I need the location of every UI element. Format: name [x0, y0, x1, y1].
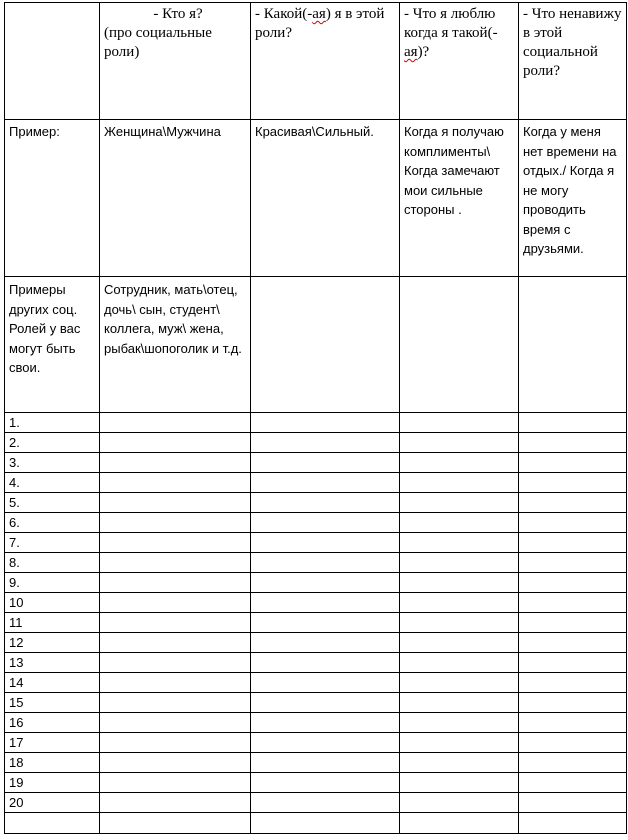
empty-cell[interactable]: [400, 593, 519, 613]
empty-cell[interactable]: [100, 513, 251, 533]
empty-cell[interactable]: [400, 673, 519, 693]
empty-cell[interactable]: [251, 753, 400, 773]
empty-cell[interactable]: [251, 693, 400, 713]
empty-cell[interactable]: [100, 653, 251, 673]
empty-cell[interactable]: [400, 513, 519, 533]
header-row: [5, 3, 627, 120]
table-row: [5, 533, 627, 553]
empty-cell[interactable]: [519, 673, 627, 693]
spellcheck-underline: ая: [312, 6, 326, 22]
table-row: [5, 693, 627, 713]
empty-cell[interactable]: [400, 713, 519, 733]
empty-cell[interactable]: [519, 753, 627, 773]
empty-cell[interactable]: [400, 493, 519, 513]
empty-cell[interactable]: [519, 433, 627, 453]
row-number: 19: [5, 773, 100, 793]
table-row: [5, 813, 627, 834]
row-number: 13: [5, 653, 100, 673]
empty-cell[interactable]: [251, 533, 400, 553]
row-number: 5.: [5, 493, 100, 513]
empty-cell[interactable]: [519, 653, 627, 673]
empty-cell[interactable]: [251, 613, 400, 633]
empty-cell[interactable]: [400, 533, 519, 553]
empty-cell[interactable]: [100, 713, 251, 733]
empty-cell[interactable]: [400, 613, 519, 633]
empty-cell[interactable]: [251, 277, 400, 413]
row-number: 15: [5, 693, 100, 713]
header-who-am-i: [100, 3, 251, 120]
empty-cell[interactable]: [519, 773, 627, 793]
empty-cell[interactable]: [519, 813, 627, 834]
empty-cell[interactable]: [519, 277, 627, 413]
empty-cell[interactable]: [400, 413, 519, 433]
empty-cell[interactable]: [400, 773, 519, 793]
table-row: [5, 733, 627, 753]
table-row: [5, 453, 627, 473]
empty-cell[interactable]: [100, 453, 251, 473]
empty-cell[interactable]: [5, 813, 100, 834]
table-row: [5, 753, 627, 773]
empty-cell[interactable]: [100, 793, 251, 813]
empty-cell[interactable]: [100, 733, 251, 753]
table-row: [5, 473, 627, 493]
empty-cell[interactable]: [519, 793, 627, 813]
empty-cell[interactable]: [519, 533, 627, 553]
header-empty-cell: [5, 3, 100, 120]
empty-cell[interactable]: [251, 713, 400, 733]
empty-cell[interactable]: [100, 753, 251, 773]
example-hate: Когда у меня нет времени на отдых./ Когда я не могу проводить время с друзьями.: [519, 120, 627, 277]
empty-cell[interactable]: [400, 793, 519, 813]
table-row: [5, 793, 627, 813]
empty-cell[interactable]: [251, 633, 400, 653]
header-what-am-i: - Какой(-ая) я в этой роли?: [251, 3, 400, 120]
row-number: 2.: [5, 433, 100, 453]
empty-cell[interactable]: [100, 553, 251, 573]
empty-cell[interactable]: [100, 773, 251, 793]
table-row: [5, 673, 627, 693]
empty-cell[interactable]: [251, 813, 400, 834]
empty-cell[interactable]: [100, 593, 251, 613]
table-row: [5, 613, 627, 633]
empty-cell[interactable]: [519, 693, 627, 713]
empty-cell[interactable]: [400, 633, 519, 653]
row-number: 10: [5, 593, 100, 613]
empty-cell[interactable]: [251, 733, 400, 753]
empty-cell[interactable]: [519, 473, 627, 493]
empty-cell[interactable]: [251, 593, 400, 613]
empty-cell[interactable]: [251, 453, 400, 473]
row-number: 9.: [5, 573, 100, 593]
empty-cell[interactable]: [100, 693, 251, 713]
empty-cell[interactable]: [100, 633, 251, 653]
empty-cell[interactable]: [251, 653, 400, 673]
empty-cell[interactable]: [519, 613, 627, 633]
empty-cell[interactable]: [100, 473, 251, 493]
empty-cell[interactable]: [400, 277, 519, 413]
empty-cell[interactable]: [400, 573, 519, 593]
spellcheck-underline: ая: [404, 44, 418, 60]
example-label: Пример:: [5, 120, 100, 277]
row-number: 20: [5, 793, 100, 813]
empty-cell[interactable]: [251, 773, 400, 793]
empty-cell[interactable]: [400, 653, 519, 673]
empty-cell[interactable]: [100, 493, 251, 513]
empty-cell[interactable]: [251, 673, 400, 693]
row-number: 12: [5, 633, 100, 653]
roles-examples: Сотрудник, мать\отец, дочь\ сын, студент\ коллега, муж\ жена, рыбак\шопоголик и т.д.: [100, 277, 251, 413]
row-number: 4.: [5, 473, 100, 493]
table-row: [5, 593, 627, 613]
empty-cell[interactable]: [251, 473, 400, 493]
row-number: 3.: [5, 453, 100, 473]
row-number: 17: [5, 733, 100, 753]
header-what-i-love: - Что я люблю когда я такой(-ая)?: [400, 3, 519, 120]
empty-cell[interactable]: [251, 513, 400, 533]
empty-cell[interactable]: [400, 753, 519, 773]
empty-cell[interactable]: [100, 613, 251, 633]
header-who-line1: - Кто я?: [153, 6, 203, 22]
roles-examples-row: [5, 277, 627, 413]
empty-cell[interactable]: [519, 493, 627, 513]
table-row: [5, 553, 627, 573]
example-row: [5, 120, 627, 277]
row-number: 11: [5, 613, 100, 633]
empty-cell[interactable]: [519, 593, 627, 613]
empty-cell[interactable]: [519, 513, 627, 533]
empty-cell[interactable]: [251, 553, 400, 573]
empty-cell[interactable]: [400, 553, 519, 573]
example-what: Красивая\Сильный.: [251, 120, 400, 277]
row-number: 7.: [5, 533, 100, 553]
empty-cell[interactable]: [100, 673, 251, 693]
header-what-i-hate: - Что ненавижу в этой социальной роли?: [519, 3, 627, 120]
empty-cell[interactable]: [100, 813, 251, 834]
table-row: [5, 413, 627, 433]
empty-cell[interactable]: [100, 433, 251, 453]
empty-cell[interactable]: [100, 533, 251, 553]
header-who-line2: (про социальные роли): [104, 25, 212, 60]
empty-cell[interactable]: [251, 793, 400, 813]
empty-cell[interactable]: [519, 453, 627, 473]
row-number: 18: [5, 753, 100, 773]
empty-cell[interactable]: [400, 733, 519, 753]
table-row: [5, 773, 627, 793]
empty-cell[interactable]: [400, 813, 519, 834]
empty-cell[interactable]: [519, 553, 627, 573]
table-row: [5, 713, 627, 733]
table-row: [5, 633, 627, 653]
empty-cell[interactable]: [400, 473, 519, 493]
empty-cell[interactable]: [251, 493, 400, 513]
table-row: [5, 653, 627, 673]
table-row: [5, 573, 627, 593]
social-roles-table: [4, 2, 627, 834]
example-who: Женщина\Мужчина: [100, 120, 251, 277]
example-love: Когда я получаю комплименты\ Когда замечают мои сильные стороны .: [400, 120, 519, 277]
table-row: [5, 513, 627, 533]
empty-cell[interactable]: [251, 413, 400, 433]
empty-cell[interactable]: [251, 433, 400, 453]
row-number: 16: [5, 713, 100, 733]
empty-cell[interactable]: [400, 453, 519, 473]
empty-cell[interactable]: [519, 413, 627, 433]
empty-cell[interactable]: [100, 413, 251, 433]
table-row: [5, 493, 627, 513]
empty-cell[interactable]: [519, 573, 627, 593]
empty-cell[interactable]: [519, 713, 627, 733]
table-row: [5, 433, 627, 453]
roles-label: Примеры других соц. Ролей у вас могут быть свои.: [5, 277, 100, 413]
empty-cell[interactable]: [519, 733, 627, 753]
empty-cell[interactable]: [251, 573, 400, 593]
empty-cell[interactable]: [400, 693, 519, 713]
row-number: 14: [5, 673, 100, 693]
empty-cell[interactable]: [400, 433, 519, 453]
row-number: 6.: [5, 513, 100, 533]
empty-cell[interactable]: [519, 633, 627, 653]
row-number: 1.: [5, 413, 100, 433]
row-number: 8.: [5, 553, 100, 573]
empty-cell[interactable]: [100, 573, 251, 593]
